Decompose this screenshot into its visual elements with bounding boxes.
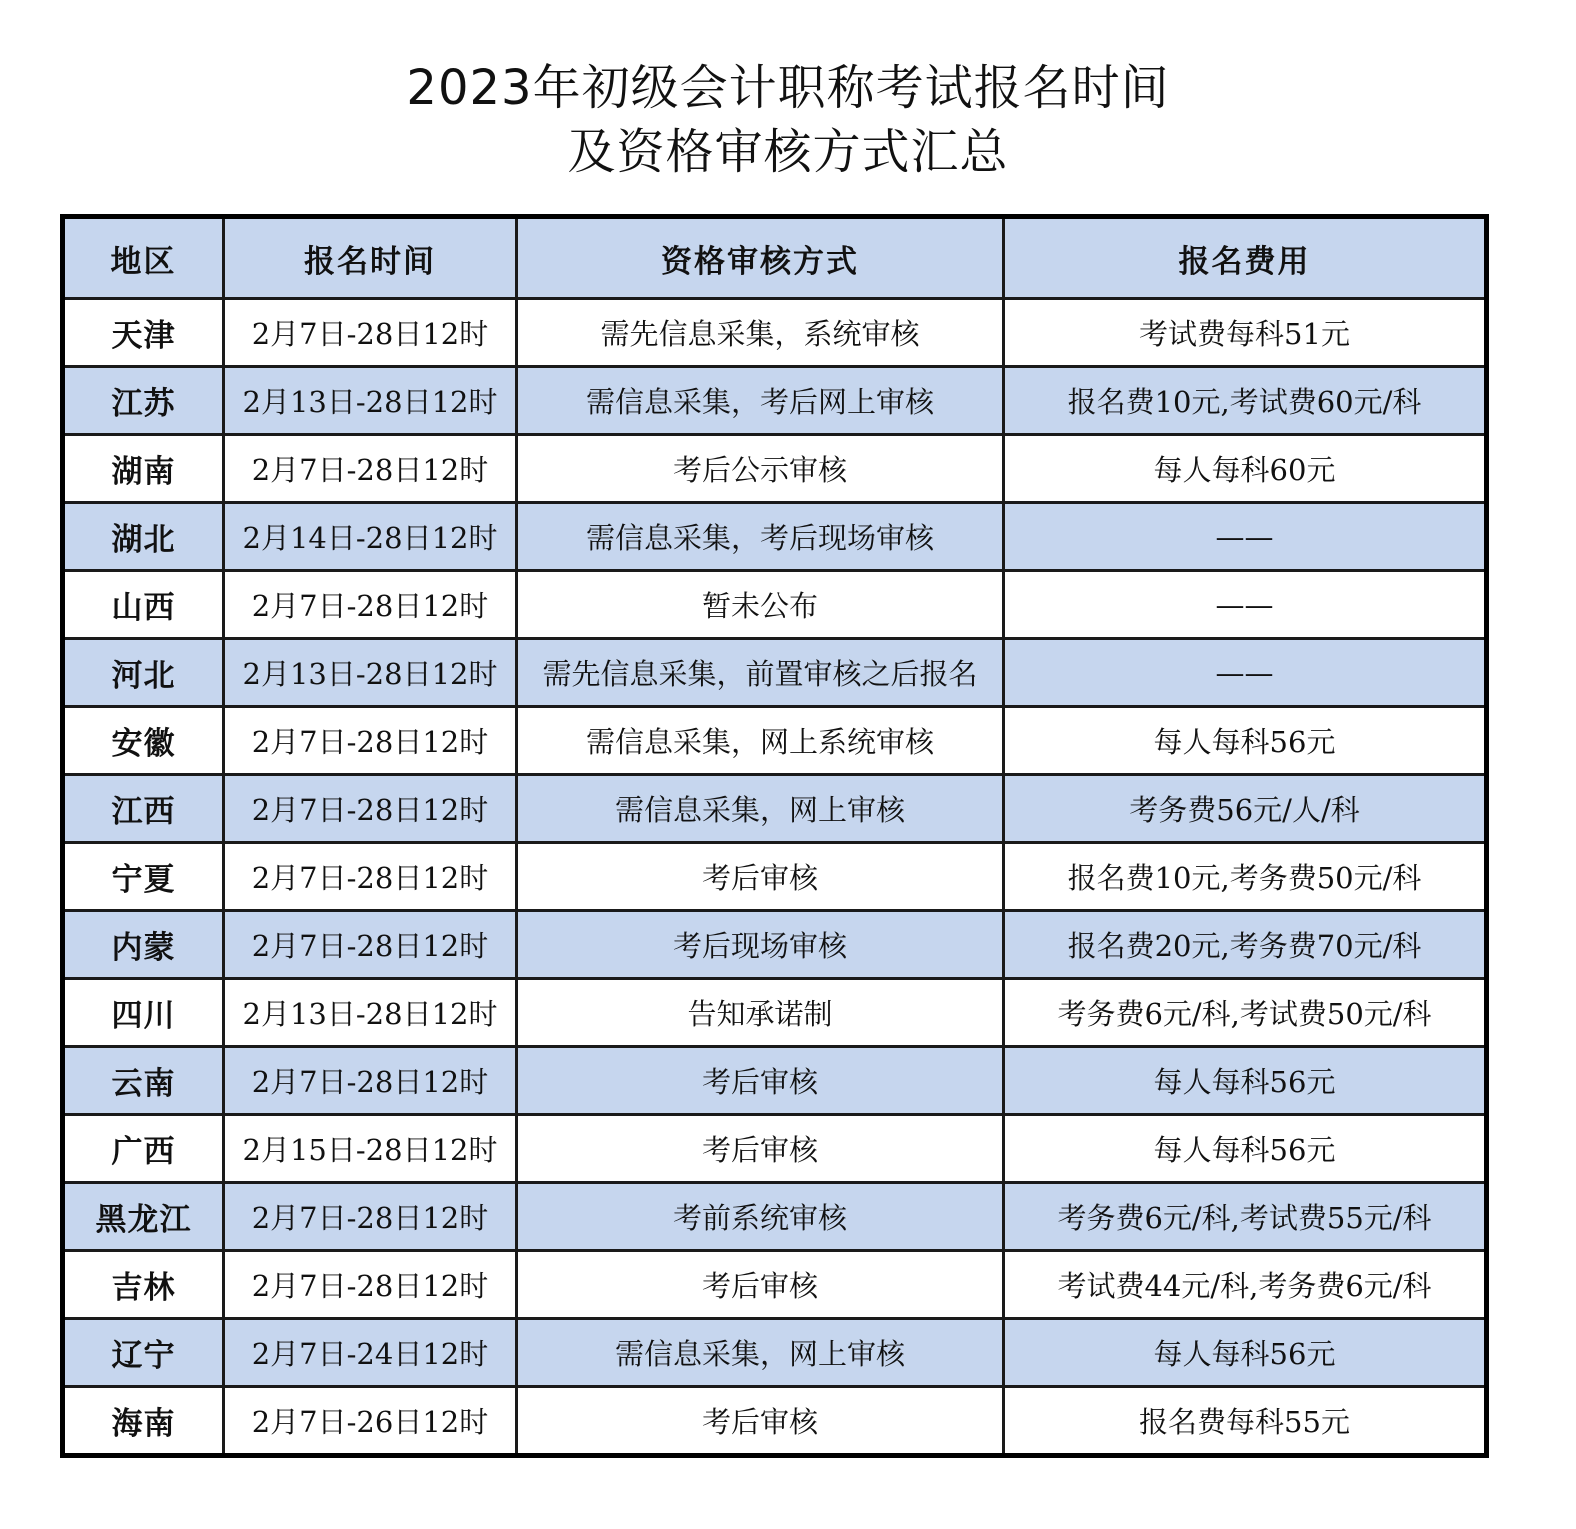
table-row — [63, 1251, 1487, 1319]
cell-review: 暂未公布 — [517, 571, 1004, 639]
cell-time: 2月7日-28日12时 — [224, 843, 517, 911]
table-row — [63, 1319, 1487, 1387]
table-row — [63, 1183, 1487, 1251]
cell-time: 2月7日-28日12时 — [224, 571, 517, 639]
cell-time: 2月7日-28日12时 — [224, 775, 517, 843]
cell-region: 湖北 — [63, 503, 224, 571]
table-row — [63, 707, 1487, 775]
cell-region: 云南 — [63, 1047, 224, 1115]
cell-region: 内蒙 — [63, 911, 224, 979]
table-row — [63, 435, 1487, 503]
cell-review: 需信息采集，网上系统审核 — [517, 707, 1004, 775]
table-row — [63, 1387, 1487, 1456]
table-row — [63, 639, 1487, 707]
cell-region: 黑龙江 — [63, 1183, 224, 1251]
cell-fee: —— — [1004, 503, 1487, 571]
cell-time: 2月7日-28日12时 — [224, 1251, 517, 1319]
cell-review: 考后审核 — [517, 1047, 1004, 1115]
cell-time: 2月7日-28日12时 — [224, 1047, 517, 1115]
cell-fee: 考务费56元/人/科 — [1004, 775, 1487, 843]
cell-review: 考后现场审核 — [517, 911, 1004, 979]
cell-time: 2月7日-28日12时 — [224, 435, 517, 503]
header-review-method: 资格审核方式 — [517, 217, 1004, 299]
cell-time: 2月15日-28日12时 — [224, 1115, 517, 1183]
cell-region: 海南 — [63, 1387, 224, 1456]
cell-time: 2月13日-28日12时 — [224, 639, 517, 707]
table-row — [63, 1115, 1487, 1183]
cell-region: 山西 — [63, 571, 224, 639]
cell-fee: 报名费20元,考务费70元/科 — [1004, 911, 1487, 979]
cell-review: 告知承诺制 — [517, 979, 1004, 1047]
cell-review: 考后审核 — [517, 1115, 1004, 1183]
registration-summary-table — [60, 214, 1489, 1458]
cell-review: 考后审核 — [517, 843, 1004, 911]
cell-review: 考后审核 — [517, 1251, 1004, 1319]
cell-fee: 报名费每科55元 — [1004, 1387, 1487, 1456]
cell-fee: 考务费6元/科,考试费50元/科 — [1004, 979, 1487, 1047]
cell-fee: 考务费6元/科,考试费55元/科 — [1004, 1183, 1487, 1251]
cell-fee: —— — [1004, 571, 1487, 639]
cell-time: 2月13日-28日12时 — [224, 979, 517, 1047]
page-title — [0, 56, 1576, 184]
cell-time: 2月13日-28日12时 — [224, 367, 517, 435]
header-registration-time: 报名时间 — [224, 217, 517, 299]
cell-region: 宁夏 — [63, 843, 224, 911]
cell-fee: —— — [1004, 639, 1487, 707]
cell-time: 2月7日-28日12时 — [224, 1183, 517, 1251]
table-row — [63, 843, 1487, 911]
cell-time: 2月7日-26日12时 — [224, 1387, 517, 1456]
cell-region: 辽宁 — [63, 1319, 224, 1387]
cell-fee: 考试费44元/科,考务费6元/科 — [1004, 1251, 1487, 1319]
cell-time: 2月14日-28日12时 — [224, 503, 517, 571]
cell-fee: 每人每科56元 — [1004, 707, 1487, 775]
cell-region: 河北 — [63, 639, 224, 707]
table-row — [63, 775, 1487, 843]
header-registration-fee: 报名费用 — [1004, 217, 1487, 299]
table-header-row — [63, 217, 1487, 299]
cell-review: 考后公示审核 — [517, 435, 1004, 503]
table-row — [63, 367, 1487, 435]
cell-review: 需信息采集，网上审核 — [517, 775, 1004, 843]
cell-fee: 报名费10元,考务费50元/科 — [1004, 843, 1487, 911]
cell-review: 需信息采集，网上审核 — [517, 1319, 1004, 1387]
cell-time: 2月7日-28日12时 — [224, 299, 517, 367]
cell-region: 湖南 — [63, 435, 224, 503]
cell-fee: 每人每科60元 — [1004, 435, 1487, 503]
cell-fee: 每人每科56元 — [1004, 1319, 1487, 1387]
cell-review: 考后审核 — [517, 1387, 1004, 1456]
cell-region: 四川 — [63, 979, 224, 1047]
title-line-2: 及资格审核方式汇总 — [567, 124, 1009, 180]
cell-region: 天津 — [63, 299, 224, 367]
table-row — [63, 1047, 1487, 1115]
cell-review: 需先信息采集，系统审核 — [517, 299, 1004, 367]
cell-time: 2月7日-28日12时 — [224, 707, 517, 775]
table-row — [63, 911, 1487, 979]
cell-review: 需信息采集，考后网上审核 — [517, 367, 1004, 435]
cell-fee: 每人每科56元 — [1004, 1115, 1487, 1183]
cell-fee: 报名费10元,考试费60元/科 — [1004, 367, 1487, 435]
title-line-1: 2023年初级会计职称考试报名时间 — [406, 60, 1170, 116]
cell-region: 安徽 — [63, 707, 224, 775]
summary-table-container — [60, 214, 1489, 1447]
cell-fee: 每人每科56元 — [1004, 1047, 1487, 1115]
table-row — [63, 571, 1487, 639]
cell-region: 广西 — [63, 1115, 224, 1183]
cell-region: 江西 — [63, 775, 224, 843]
cell-time: 2月7日-28日12时 — [224, 911, 517, 979]
cell-review: 需先信息采集，前置审核之后报名 — [517, 639, 1004, 707]
table-row — [63, 299, 1487, 367]
table-row — [63, 979, 1487, 1047]
cell-region: 吉林 — [63, 1251, 224, 1319]
cell-review: 需信息采集，考后现场审核 — [517, 503, 1004, 571]
cell-review: 考前系统审核 — [517, 1183, 1004, 1251]
cell-fee: 考试费每科51元 — [1004, 299, 1487, 367]
cell-time: 2月7日-24日12时 — [224, 1319, 517, 1387]
table-row — [63, 503, 1487, 571]
header-region: 地区 — [63, 217, 224, 299]
cell-region: 江苏 — [63, 367, 224, 435]
